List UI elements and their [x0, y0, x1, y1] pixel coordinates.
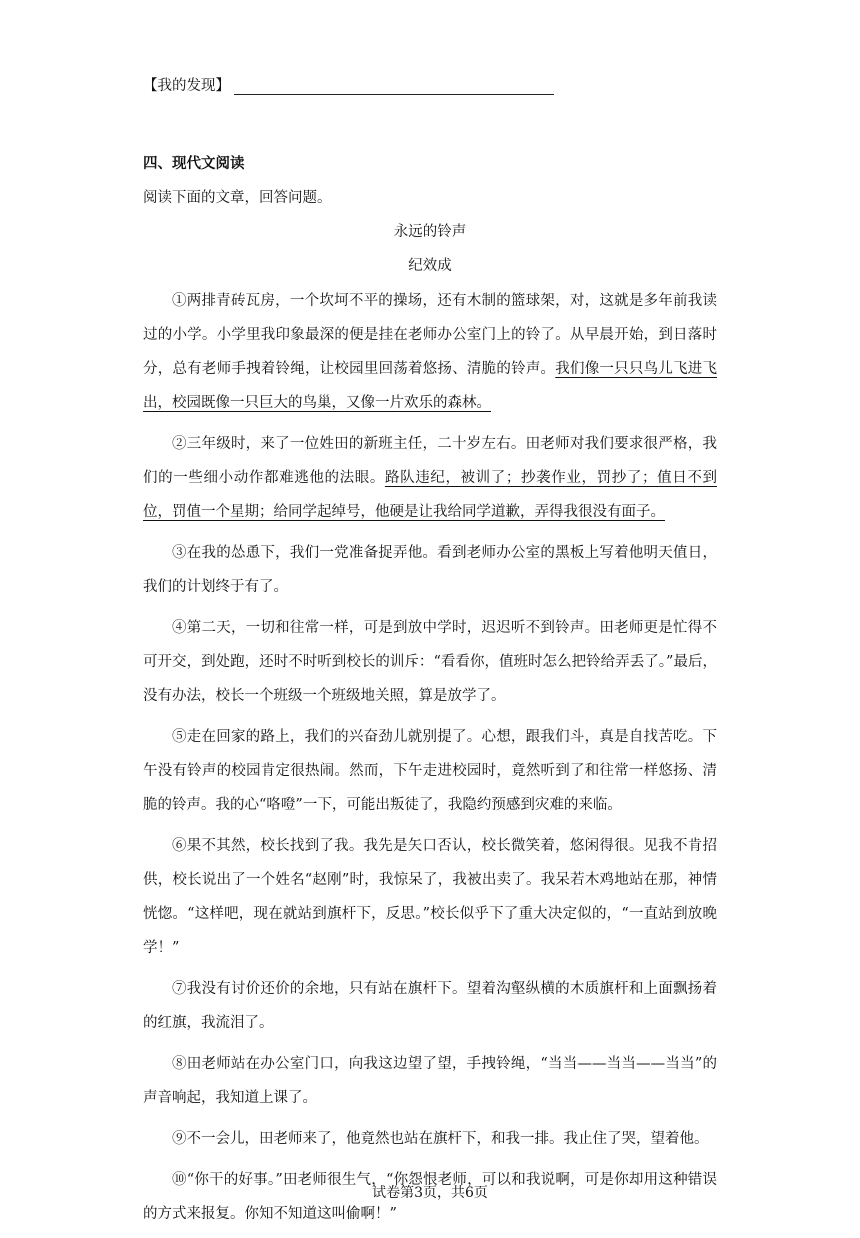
answer-blank[interactable] — [234, 78, 554, 95]
paragraph-text: ④第二天，一切和往常一样，可是到放中学时，迟迟听不到铃声。田老师更是忙得不可开交，到处跑，还时不时听到校长的训斥：“看看你，值班时怎么把铃给弄丢了。”最后，没有办法，校长一个班级一个班级地关照，算是放学了。 — [143, 620, 717, 704]
paragraph-text: ⑨不一会儿，田老师来了，他竟然也站在旗杆下，和我一排。我止住了哭，望着他。 — [172, 1131, 709, 1147]
paragraph-text: ⑤走在回家的路上，我们的兴奋劲儿就别提了。心想，跟我们斗，真是自找苦吃。下午没有铃声的校园肯定很热闹。然而，下午走进校园时，竟然听到了和往常一样悠扬、清脆的铃声。我的心“咯噔”一下，可能出叛徒了，我隐约预感到灾难的来临。 — [143, 729, 717, 813]
section-title: 四、现代文阅读 — [143, 156, 245, 172]
article-paragraph — [143, 972, 717, 1040]
article-paragraph — [143, 536, 717, 604]
paragraph-text: ②三年级时，来了一位姓田的新班主任，二十岁左右。田老师对我们要求很严格，我们的一些细小动作都难逃他的法眼。 — [143, 436, 717, 486]
paragraph-text: ⑥果不其然，校长找到了我。我先是矢口否认，校长微笑着，悠闲得很。见我不肯招供，校长说出了一个姓名“赵刚”时，我惊呆了，我被出卖了。我呆若木鸡地站在那，神情恍惚。“这样吧，现在就站到旗杆下，反思。”校长似乎下了重大决定似的，“一直站到放晚学！” — [143, 838, 717, 956]
article-paragraph — [143, 611, 717, 713]
article-body — [143, 284, 717, 1238]
article-paragraph — [143, 829, 717, 965]
paragraph-text: ⑧田老师站在办公室门口，向我这边望了望，手拽铃绳，“当当——当当——当当”的声音响起，我知道上课了。 — [143, 1056, 717, 1106]
paragraph-text: ⑦我没有讨价还价的余地，只有站在旗杆下。望着沟壑纵横的木质旗杆和上面飘扬着的红旗，我流泪了。 — [143, 981, 717, 1031]
reading-instruction: 阅读下面的文章，回答问题。 — [143, 190, 332, 206]
paragraph-text: ①两排青砖瓦房，一个坎坷不平的操场，还有木制的篮球架，对，这就是多年前我读过的小学。小学里我印象最深的便是挂在老师办公室门上的铃了。从早晨开始，到日落时分，总有老师手拽着铃绳，让校园里回荡着悠扬、清脆的铃声。 — [143, 293, 717, 377]
my-discovery-label: 【我的发现】 — [143, 78, 230, 94]
paragraph-text: ③在我的怂恿下，我们一党准备捉弄他。看到老师办公室的黑板上写着他明天值日，我们的计划终于有了。 — [143, 545, 717, 595]
article-paragraph — [143, 427, 717, 529]
article-author: 纪效成 — [408, 258, 452, 274]
article-title: 永远的铃声 — [393, 224, 467, 240]
page-number-footer: 试卷第3页，共6页 — [372, 1185, 488, 1201]
underlined-sentence: 路队违纪，被训了；抄袭作业，罚抄了；值日不到位，罚值一个星期；给同学起绰号，他硬是让我给同学道歉，弄得我很没有面子。 — [143, 470, 718, 520]
article-paragraph — [143, 1047, 717, 1115]
article-paragraph — [143, 284, 717, 420]
underlined-sentence: 我们像一只只鸟儿飞进飞出，校园既像一只巨大的鸟巢，又像一片欢乐的森林。 — [143, 361, 718, 411]
my-discovery-line — [143, 74, 554, 95]
paragraph-text: ⑩“你干的好事。”田老师很生气，“你怨恨老师，可以和我说啊，可是你却用这种错误的方式来报复。你知不知道这叫偷啊！” — [143, 1172, 717, 1222]
article-paragraph — [143, 720, 717, 822]
article-paragraph — [143, 1122, 717, 1156]
